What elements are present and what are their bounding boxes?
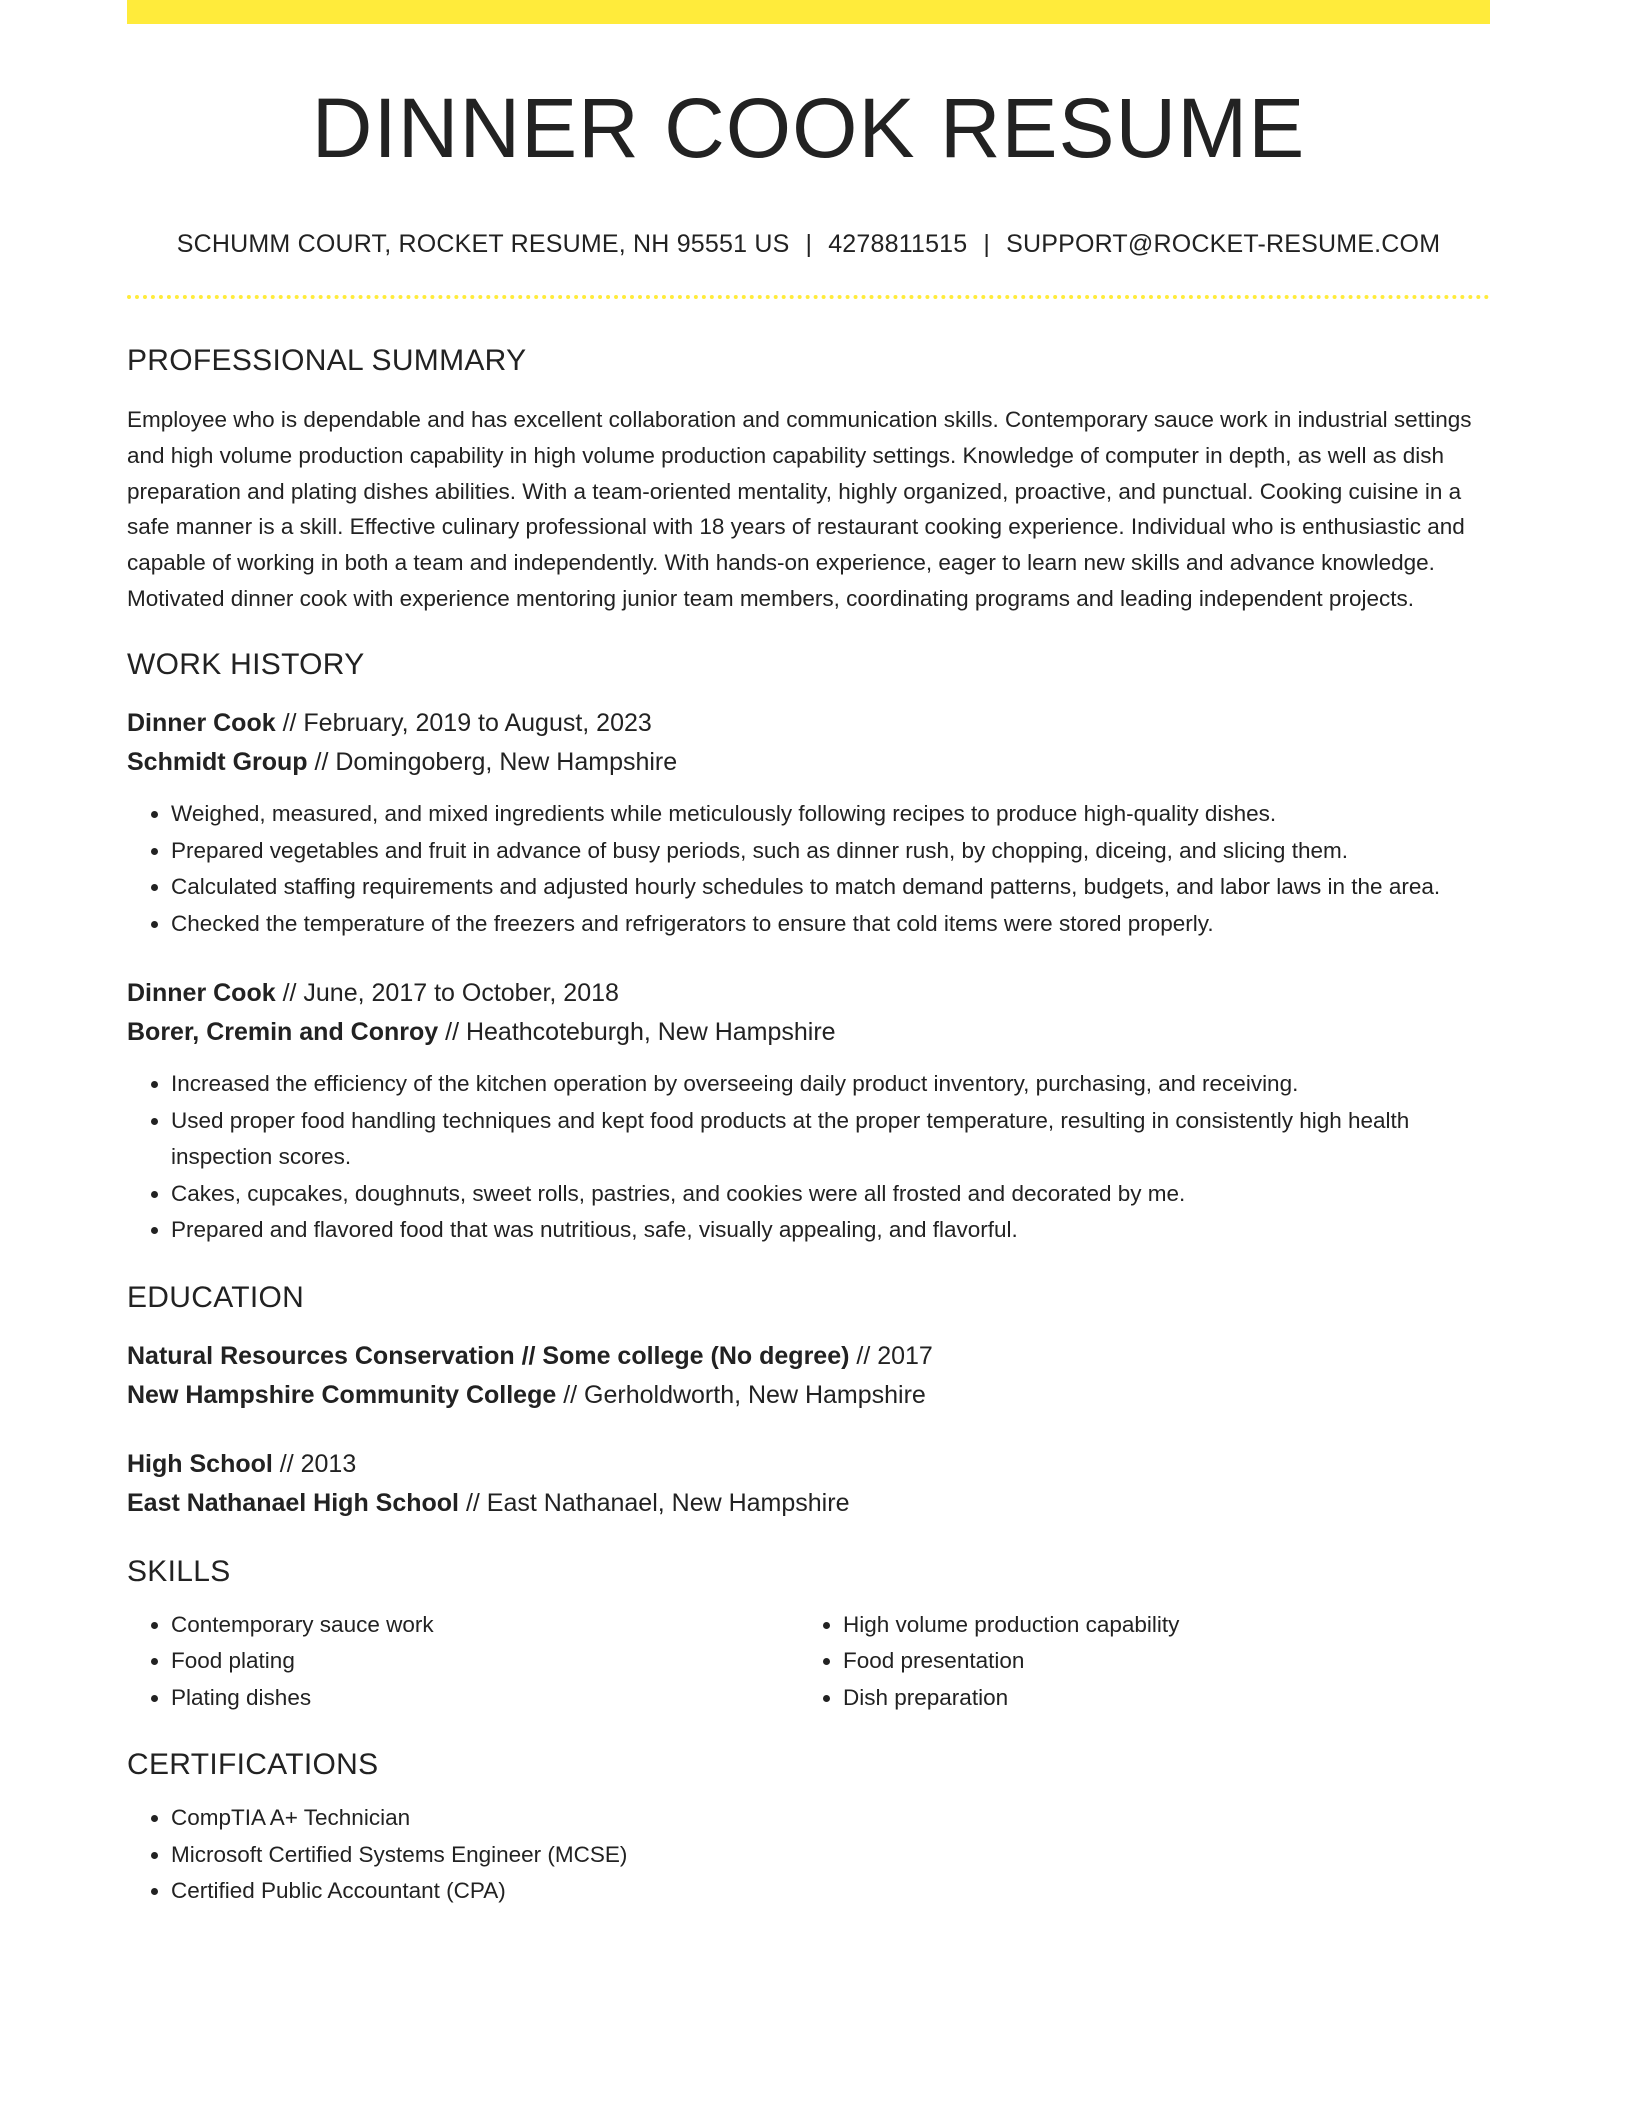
resume-page: [127, 0, 1490, 1910]
education-location: // East Nathanael, New Hampshire: [459, 1488, 850, 1517]
skill-item: • Contemporary sauce work: [171, 1607, 799, 1644]
job-title: Dinner Cook: [127, 979, 276, 1008]
job-bullets: [127, 1066, 1490, 1249]
contact-separator: |: [983, 230, 991, 259]
summary-heading: PROFESSIONAL SUMMARY: [127, 344, 527, 378]
education-degree: Natural Resources Conservation // Some college (No degree): [127, 1341, 850, 1370]
contact-separator: |: [805, 230, 813, 259]
job-employer: Schmidt Group: [127, 748, 308, 777]
education-entry: [127, 1337, 1490, 1415]
education-school-line: [127, 1376, 1490, 1415]
skill-item: • Food presentation: [843, 1643, 1471, 1680]
education-degree-line: [127, 1337, 1490, 1376]
list-item: • Increased the efficiency of the kitchen operation by overseeing daily product inventory, purchasing, and receiving.: [171, 1066, 1490, 1103]
job-title-line: [127, 974, 1490, 1013]
skill-item: • Dish preparation: [843, 1680, 1471, 1717]
job-employer-line: [127, 1013, 1490, 1052]
accent-bar: [127, 0, 1490, 24]
job-title: Dinner Cook: [127, 709, 276, 738]
job-title-line: [127, 704, 1490, 743]
page-title: DINNER COOK RESUME: [311, 81, 1306, 175]
list-item: • Checked the temperature of the freezers and refrigerators to ensure that cold items were stored properly.: [171, 906, 1490, 943]
list-item: • Calculated staffing requirements and adjusted hourly schedules to match demand patterns, budgets, and labor laws in the area.: [171, 869, 1490, 906]
education-heading: EDUCATION: [127, 1280, 305, 1314]
education-entry: [127, 1445, 1490, 1523]
certifications-list: [127, 1800, 1490, 1910]
contact-email: SUPPORT@ROCKET-RESUME.COM: [1006, 230, 1441, 259]
list-item: • Used proper food handling techniques and kept food products at the proper temperature, resulting in consistently high health inspection scores.: [171, 1103, 1490, 1176]
skills-heading: SKILLS: [127, 1554, 231, 1588]
job-location: // Domingoberg, New Hampshire: [307, 748, 678, 777]
contact-address: SCHUMM COURT, ROCKET RESUME, NH 95551 US: [176, 230, 790, 259]
skills-column-left: [127, 1607, 799, 1717]
education-location: // Gerholdworth, New Hampshire: [556, 1380, 926, 1409]
certification-item: • CompTIA A+ Technician: [171, 1800, 1490, 1837]
education-school: East Nathanael High School: [127, 1488, 460, 1517]
job-employer: Borer, Cremin and Conroy: [127, 1018, 439, 1047]
certifications-heading: CERTIFICATIONS: [127, 1748, 379, 1782]
job-employer-line: [127, 743, 1490, 782]
skill-item: • Plating dishes: [171, 1680, 799, 1717]
job-location: // Heathcoteburgh, New Hampshire: [438, 1018, 836, 1047]
skill-item: • High volume production capability: [843, 1607, 1471, 1644]
contact-phone: 4278811515: [828, 230, 968, 259]
list-item: • Weighed, measured, and mixed ingredients while meticulously following recipes to produce high-quality dishes.: [171, 796, 1490, 833]
list-item: • Prepared vegetables and fruit in advance of busy periods, such as dinner rush, by chopping, diceing, and slicing them.: [171, 833, 1490, 870]
contact-line: [127, 230, 1490, 259]
certification-item: • Microsoft Certified Systems Engineer (MCSE): [171, 1837, 1490, 1874]
job-dates: // June, 2017 to October, 2018: [275, 979, 619, 1008]
education-year: // 2017: [849, 1341, 933, 1370]
skills-list: [127, 1607, 1490, 1717]
summary-text: Employee who is dependable and has excellent collaboration and communication skills. Contemporary sauce work in industrial settings and high volume production capability in high volume production capability settings. Knowledge of computer in depth, as well as dish preparation and plating dishes abilities. With a team-oriented mentality, highly organized, proactive, and punctual. Cooking cuisine in a safe manner is a skill. Effective culinary professional with 18 years of restaurant cooking experience. Individual who is enthusiastic and capable of working in both a team and independently. With hands-on experience, eager to learn new skills and advance knowledge. Motivated dinner cook with experience mentoring junior team members, coordinating programs and leading independent projects.: [127, 407, 1472, 611]
dotted-divider: [127, 295, 1490, 299]
job-dates: // February, 2019 to August, 2023: [275, 709, 652, 738]
job-bullets: [127, 796, 1490, 942]
work-history-heading: WORK HISTORY: [127, 648, 365, 682]
list-item: • Cakes, cupcakes, doughnuts, sweet rolls, pastries, and cookies were all frosted and decorated by me.: [171, 1176, 1490, 1213]
education-school: New Hampshire Community College: [127, 1380, 557, 1409]
certification-item: • Certified Public Accountant (CPA): [171, 1873, 1490, 1910]
job-entry: [127, 704, 1490, 942]
education-degree-line: [127, 1445, 1490, 1484]
education-year: // 2013: [272, 1449, 357, 1478]
education-school-line: [127, 1484, 1490, 1523]
education-degree: High School: [127, 1449, 273, 1478]
skills-column-right: [799, 1607, 1471, 1717]
list-item: • Prepared and flavored food that was nutritious, safe, visually appealing, and flavorful.: [171, 1212, 1490, 1249]
job-entry: [127, 974, 1490, 1249]
skill-item: • Food plating: [171, 1643, 799, 1680]
